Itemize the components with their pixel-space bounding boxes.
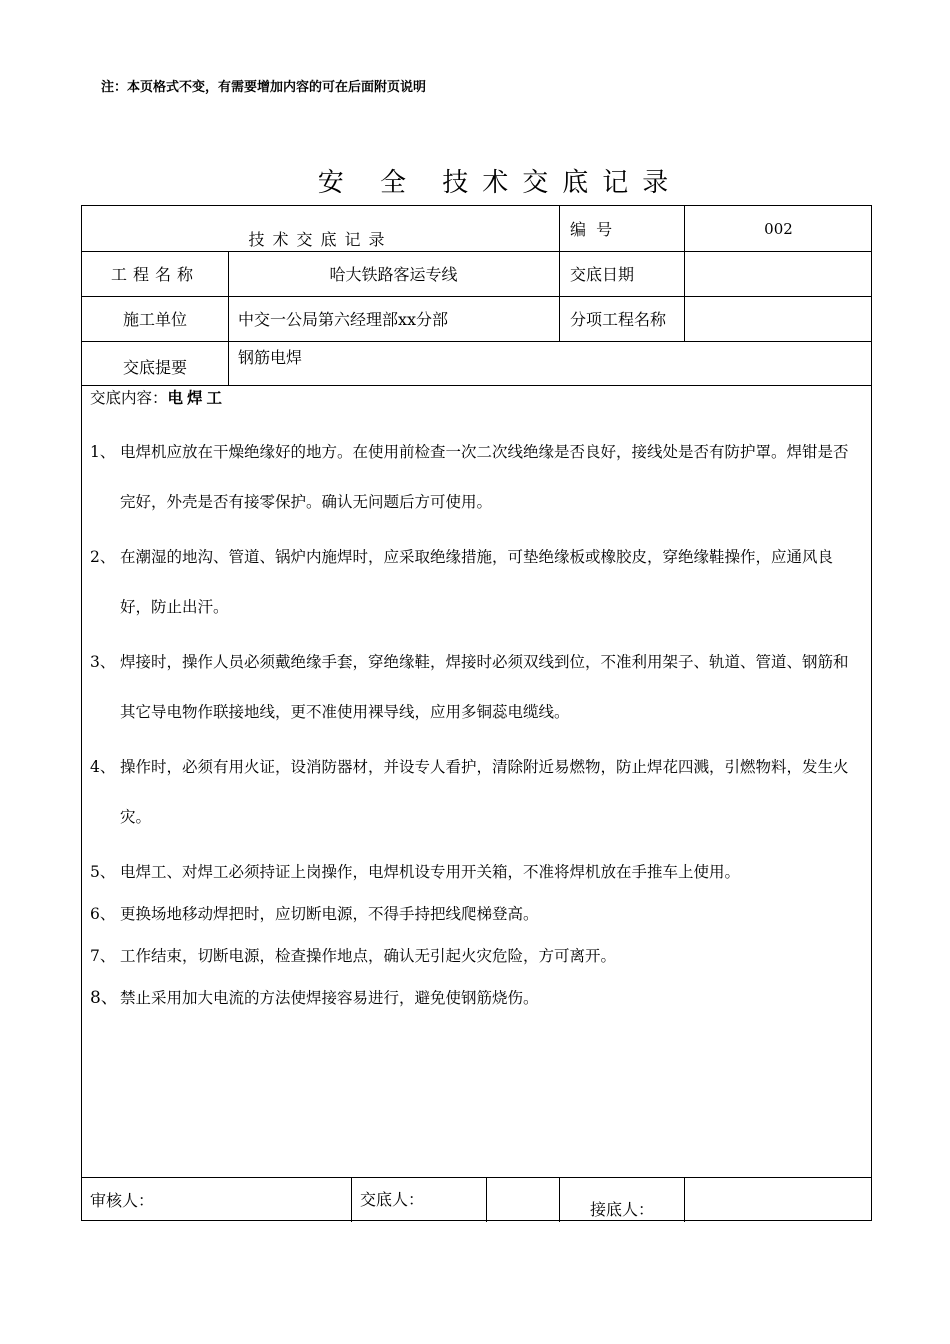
item-number: 5、: [90, 863, 116, 881]
col-divider: [486, 1177, 487, 1222]
page-note: 注：本页格式不变，有需要增加内容的可在后面附页说明: [101, 80, 427, 95]
discloser-label: 交底人：: [360, 1189, 425, 1209]
disclosure-record-table: [81, 205, 872, 1221]
item-number: 2、: [90, 548, 116, 566]
record-header-title: 技术交底记录: [248, 229, 393, 249]
disclosure-content: [90, 386, 862, 1028]
item-text: 焊接时，操作人员必须戴绝缘手套，穿绝缘鞋，焊接时必须双线到位，不准利用架子、轨道、管道、钢筋和其它导电物作联接地线，更不准使用裸导线，应用多铜蕊电缆线。: [120, 653, 849, 721]
number-label: 编 号: [570, 220, 613, 239]
summary-value: 钢筋电焊: [238, 347, 303, 367]
item-number: 4、: [90, 758, 116, 776]
col-divider: [559, 1177, 560, 1222]
item-number: 8、: [90, 988, 118, 1008]
item-text: 电焊机应放在干燥绝缘好的地方。在使用前检查一次二次线绝缘是否良好，接线处是否有防护罩。焊钳是否完好，外壳是否有接零保护。确认无问题后方可使用。: [120, 443, 849, 511]
content-title: 电焊工: [167, 389, 227, 407]
item-text: 禁止采用加大电流的方法使焊接容易进行，避免使钢筋烧伤。: [120, 989, 539, 1007]
item-number: 1、: [90, 443, 116, 461]
list-item: [90, 986, 862, 1010]
list-item: [90, 944, 862, 968]
reviewer-label: 审核人：: [90, 1191, 155, 1210]
page-title: 安 全 技术交底记录: [317, 168, 683, 198]
col-divider: [684, 1177, 685, 1222]
date-label: 交底日期: [570, 265, 635, 284]
sub-project-label: 分项工程名称: [570, 310, 667, 329]
item-number: 3、: [90, 653, 116, 671]
item-text: 工作结束，切断电源，检查操作地点，确认无引起火灾危险，方可离开。: [120, 947, 617, 965]
list-item: [90, 860, 862, 884]
item-number: 6、: [90, 905, 116, 923]
project-name-label: 工程名称: [110, 265, 199, 284]
item-number: 7、: [90, 947, 116, 965]
list-item: [90, 650, 862, 737]
list-item: [90, 545, 862, 632]
content-label: 交底内容：: [90, 389, 168, 407]
number-value: 002: [764, 219, 793, 238]
list-item: [90, 902, 862, 926]
col-divider: [351, 1177, 352, 1222]
unit-label: 施工单位: [122, 310, 187, 329]
list-item: [90, 755, 862, 842]
receiver-label: 接底人：: [590, 1199, 655, 1219]
content-heading: [90, 386, 862, 410]
item-text: 电焊工、对焊工必须持证上岗操作，电焊机设专用开关箱，不准将焊机放在手推车上使用。: [120, 863, 741, 881]
col-divider: [559, 206, 560, 341]
item-text: 操作时，必须有用火证，设消防器材，并设专人看护，清除附近易燃物，防止焊花四溅，引燃物料，发生火灾。: [120, 758, 849, 826]
project-name-value: 哈大铁路客运专线: [329, 265, 458, 284]
summary-label: 交底提要: [122, 357, 187, 377]
item-text: 更换场地移动焊把时，应切断电源，不得手持把线爬梯登高。: [120, 905, 539, 923]
sub-project-value: [692, 296, 872, 341]
date-value: [692, 251, 872, 296]
unit-value: 中交一公局第六经理部xx分部: [238, 310, 449, 329]
item-text: 在潮湿的地沟、管道、锅炉内施焊时，应采取绝缘措施，可垫绝缘板或橡胶皮，穿绝缘鞋操作，应通风良好，防止出汗。: [120, 548, 834, 616]
list-item: [90, 440, 862, 527]
